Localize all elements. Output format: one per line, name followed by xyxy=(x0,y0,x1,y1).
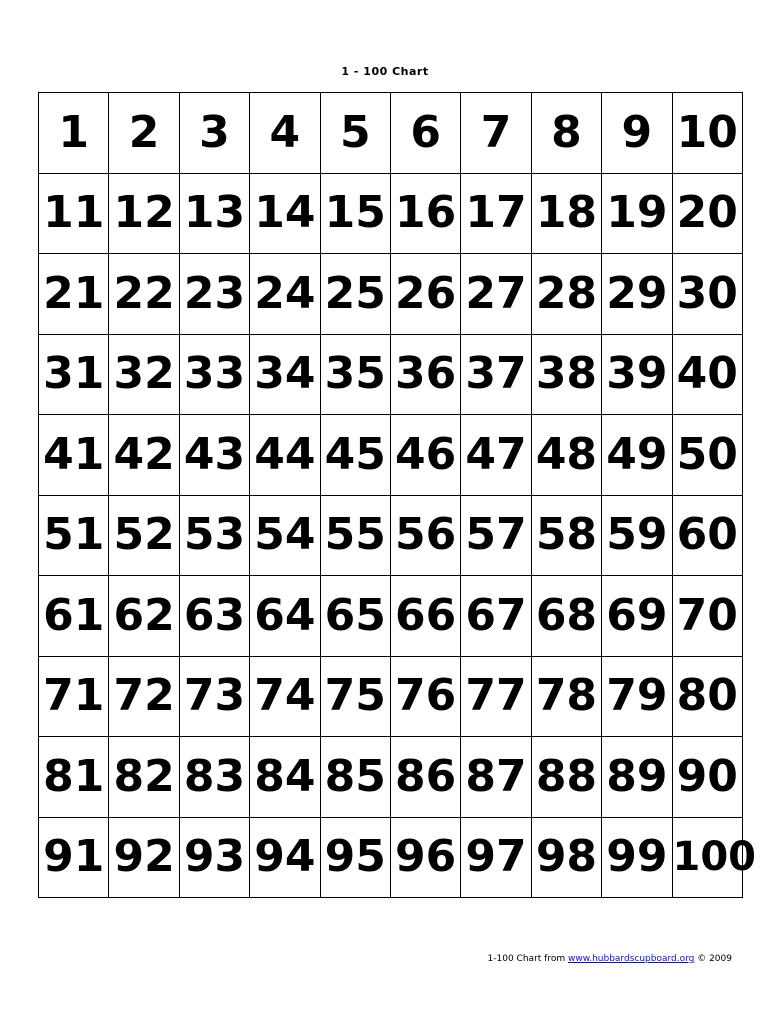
number-cell: 77 xyxy=(461,656,531,737)
number-cell: 83 xyxy=(179,737,249,818)
number-cell: 48 xyxy=(531,415,601,496)
number-cell: 72 xyxy=(109,656,179,737)
table-row xyxy=(39,817,743,898)
table-row xyxy=(39,254,743,335)
number-cell: 13 xyxy=(179,173,249,254)
number-cell: 95 xyxy=(320,817,390,898)
number-cell: 29 xyxy=(602,254,672,335)
number-cell: 76 xyxy=(390,656,460,737)
number-chart-body xyxy=(39,93,757,898)
number-cell: 90 xyxy=(672,737,742,818)
number-cell: 27 xyxy=(461,254,531,335)
number-cell: 39 xyxy=(602,334,672,415)
source-link[interactable]: www.hubbardscupboard.org xyxy=(567,954,695,964)
number-cell: 23 xyxy=(179,254,249,335)
page-title: 1 - 100 Chart xyxy=(341,65,429,78)
number-cell: 9 xyxy=(602,93,672,174)
number-cell: 96 xyxy=(390,817,460,898)
number-cell: 2 xyxy=(109,93,179,174)
number-cell: 81 xyxy=(39,737,109,818)
number-cell: 18 xyxy=(531,173,601,254)
table-row xyxy=(39,173,743,254)
number-cell: 55 xyxy=(320,495,390,576)
number-cell: 15 xyxy=(320,173,390,254)
number-chart-wrapper xyxy=(38,92,757,898)
number-cell: 31 xyxy=(39,334,109,415)
number-cell: 20 xyxy=(672,173,742,254)
number-cell: 34 xyxy=(250,334,320,415)
table-row xyxy=(39,737,743,818)
number-cell: 6 xyxy=(390,93,460,174)
number-cell: 57 xyxy=(461,495,531,576)
number-cell: 35 xyxy=(320,334,390,415)
table-row xyxy=(39,576,743,657)
number-cell: 67 xyxy=(461,576,531,657)
table-row xyxy=(39,93,743,174)
number-cell: 64 xyxy=(250,576,320,657)
table-row xyxy=(39,415,743,496)
number-cell: 53 xyxy=(179,495,249,576)
number-cell: 16 xyxy=(390,173,460,254)
number-cell: 89 xyxy=(602,737,672,818)
number-cell: 92 xyxy=(109,817,179,898)
number-cell: 11 xyxy=(39,173,109,254)
number-cell: 12 xyxy=(109,173,179,254)
number-cell: 74 xyxy=(250,656,320,737)
number-cell: 85 xyxy=(320,737,390,818)
number-cell: 42 xyxy=(109,415,179,496)
number-chart-table xyxy=(38,92,757,898)
number-cell: 69 xyxy=(602,576,672,657)
number-cell: 73 xyxy=(179,656,249,737)
number-cell: 8 xyxy=(531,93,601,174)
number-cell: 21 xyxy=(39,254,109,335)
number-cell: 75 xyxy=(320,656,390,737)
number-cell: 58 xyxy=(531,495,601,576)
number-cell: 59 xyxy=(602,495,672,576)
number-cell: 37 xyxy=(461,334,531,415)
number-cell: 30 xyxy=(672,254,742,335)
number-cell: 94 xyxy=(250,817,320,898)
number-cell: 32 xyxy=(109,334,179,415)
number-cell: 78 xyxy=(531,656,601,737)
number-cell: 7 xyxy=(461,93,531,174)
number-cell: 43 xyxy=(179,415,249,496)
number-cell: 28 xyxy=(531,254,601,335)
number-cell: 19 xyxy=(602,173,672,254)
table-row xyxy=(39,656,743,737)
number-cell: 10 xyxy=(672,93,742,174)
number-cell: 52 xyxy=(109,495,179,576)
number-cell: 22 xyxy=(109,254,179,335)
number-cell: 70 xyxy=(672,576,742,657)
table-row xyxy=(39,334,743,415)
number-cell: 24 xyxy=(250,254,320,335)
number-cell: 66 xyxy=(390,576,460,657)
number-cell: 1 xyxy=(39,93,109,174)
number-cell: 5 xyxy=(320,93,390,174)
number-cell: 14 xyxy=(250,173,320,254)
number-cell: 36 xyxy=(390,334,460,415)
number-cell: 46 xyxy=(390,415,460,496)
number-cell: 41 xyxy=(39,415,109,496)
number-cell: 17 xyxy=(461,173,531,254)
number-cell: 98 xyxy=(531,817,601,898)
number-cell: 51 xyxy=(39,495,109,576)
number-cell: 44 xyxy=(250,415,320,496)
number-cell: 54 xyxy=(250,495,320,576)
number-cell: 71 xyxy=(39,656,109,737)
number-cell: 4 xyxy=(250,93,320,174)
number-cell: 86 xyxy=(390,737,460,818)
number-cell: 60 xyxy=(672,495,742,576)
number-cell: 88 xyxy=(531,737,601,818)
number-cell: 91 xyxy=(39,817,109,898)
number-cell: 79 xyxy=(602,656,672,737)
footer-suffix: © 2009 xyxy=(694,954,732,964)
footer-credit xyxy=(488,954,732,964)
number-cell: 47 xyxy=(461,415,531,496)
number-cell: 40 xyxy=(672,334,742,415)
number-cell: 3 xyxy=(179,93,249,174)
number-cell: 99 xyxy=(602,817,672,898)
number-cell: 84 xyxy=(250,737,320,818)
number-cell: 45 xyxy=(320,415,390,496)
number-cell: 97 xyxy=(461,817,531,898)
footer-prefix: 1-100 Chart from xyxy=(487,954,568,964)
number-cell: 68 xyxy=(531,576,601,657)
number-cell: 82 xyxy=(109,737,179,818)
number-cell: 93 xyxy=(179,817,249,898)
number-cell: 33 xyxy=(179,334,249,415)
number-cell: 49 xyxy=(602,415,672,496)
number-cell: 100 xyxy=(672,817,742,898)
number-cell: 61 xyxy=(39,576,109,657)
number-cell: 56 xyxy=(390,495,460,576)
number-cell: 80 xyxy=(672,656,742,737)
number-cell: 87 xyxy=(461,737,531,818)
number-cell: 63 xyxy=(179,576,249,657)
number-cell: 38 xyxy=(531,334,601,415)
number-cell: 62 xyxy=(109,576,179,657)
number-cell: 65 xyxy=(320,576,390,657)
table-row xyxy=(39,495,743,576)
number-cell: 50 xyxy=(672,415,742,496)
number-cell: 26 xyxy=(390,254,460,335)
number-cell: 25 xyxy=(320,254,390,335)
